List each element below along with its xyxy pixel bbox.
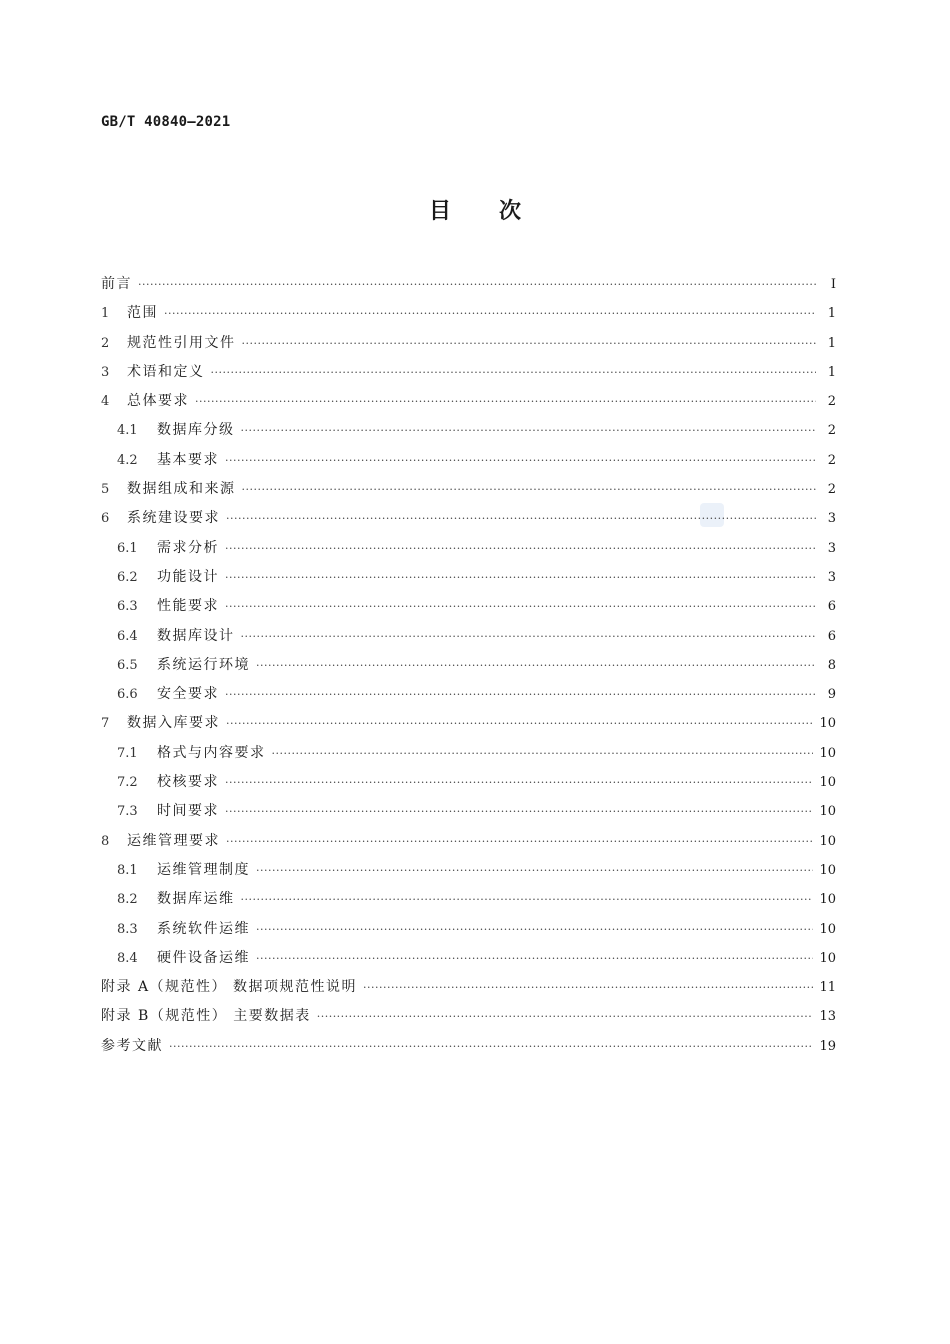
- toc-entry-number: 2: [101, 335, 110, 351]
- toc-entry-number: 8.3: [117, 921, 138, 937]
- toc-leader-dots: [256, 856, 813, 885]
- toc-entry-number: 7.2: [117, 775, 138, 791]
- toc-entry-number: 1: [101, 306, 110, 322]
- toc-entry[interactable]: [101, 534, 836, 563]
- toc-entry[interactable]: [101, 563, 836, 592]
- toc-entry[interactable]: [101, 358, 836, 387]
- toc-entry[interactable]: [101, 299, 836, 328]
- toc-entry-label: 系统运行环境: [157, 656, 250, 673]
- toc-entry-label: 数据库设计: [157, 627, 235, 644]
- toc-entry-label: 系统软件运维: [157, 920, 250, 937]
- toc-entry-page: 10: [819, 833, 836, 849]
- toc-leader-dots: [164, 299, 816, 328]
- toc-entry[interactable]: [101, 592, 836, 621]
- toc-entry-number: 8: [101, 833, 110, 849]
- toc-entry-page: 10: [819, 745, 836, 761]
- toc-entry-label: 参考文献: [101, 1037, 163, 1054]
- toc-entry-number: 7.1: [117, 745, 138, 761]
- toc-entry-number: 8.2: [117, 892, 138, 908]
- toc-entry-label: 规范性引用文件: [127, 334, 236, 351]
- toc-leader-dots: [241, 885, 814, 914]
- toc-leader-dots: [225, 563, 816, 592]
- standard-number: GB/T 40840—2021: [101, 114, 231, 130]
- toc-entry[interactable]: [101, 622, 836, 651]
- toc-entry-label: 时间要求: [157, 803, 219, 820]
- toc-entry-page: 11: [819, 980, 836, 996]
- toc-entry-label: 术语和定义: [127, 363, 205, 380]
- toc-leader-dots: [241, 622, 817, 651]
- toc-leader-dots: [242, 475, 817, 504]
- toc-leader-dots: [226, 827, 813, 856]
- toc-entry[interactable]: [101, 827, 836, 856]
- toc-entry-number: 8.1: [117, 862, 138, 878]
- toc-leader-dots: [256, 944, 813, 973]
- toc-entry-page: 1: [827, 306, 836, 322]
- toc-entry[interactable]: [101, 329, 836, 358]
- toc-entry[interactable]: [101, 1002, 836, 1031]
- toc-entry[interactable]: [101, 709, 836, 738]
- toc-leader-dots: [363, 973, 813, 1002]
- toc-entry[interactable]: [101, 739, 836, 768]
- toc-entry-number: 7: [101, 716, 110, 732]
- toc-leader-dots: [242, 329, 817, 358]
- toc-entry-page: 19: [819, 1038, 836, 1054]
- toc-leader-dots: [226, 504, 816, 533]
- toc-entry-label: 运维管理要求: [127, 832, 220, 849]
- toc-entry[interactable]: [101, 446, 836, 475]
- toc-leader-dots: [225, 680, 816, 709]
- toc-entry-number: 6.5: [117, 657, 138, 673]
- toc-entry-number: 6.2: [117, 569, 138, 585]
- toc-entry-number: 6.1: [117, 540, 138, 556]
- toc-entry-page: 3: [827, 569, 836, 585]
- toc-leader-dots: [225, 768, 813, 797]
- toc-entry-label: 范围: [127, 305, 158, 322]
- toc-entry-number: 6.6: [117, 687, 138, 703]
- toc-entry[interactable]: [101, 797, 836, 826]
- toc-entry[interactable]: [101, 1032, 836, 1061]
- toc-entry-label: 安全要求: [157, 686, 219, 703]
- toc-entry-label: 功能设计: [157, 568, 219, 585]
- toc-entry-page: 2: [827, 423, 836, 439]
- toc-entry-number: 6.4: [117, 628, 138, 644]
- toc-leader-dots: [138, 270, 816, 299]
- toc-leader-dots: [225, 797, 813, 826]
- toc-entry-page: 10: [819, 804, 836, 820]
- toc-entry[interactable]: [101, 915, 836, 944]
- toc-leader-dots: [211, 358, 817, 387]
- toc-entry-label: 基本要求: [157, 451, 219, 468]
- toc-leader-dots: [169, 1032, 813, 1061]
- toc-entry-label: 需求分析: [157, 539, 219, 556]
- toc-entry-number: 6.3: [117, 599, 138, 615]
- toc-title: 目次: [428, 199, 569, 224]
- toc-entry-page: 9: [827, 687, 836, 703]
- toc-entry-page: 3: [827, 511, 836, 527]
- toc-entry-page: 10: [819, 775, 836, 791]
- toc-leader-dots: [256, 915, 813, 944]
- toc-entry-page: 1: [827, 335, 836, 351]
- toc-entry-page: 1: [827, 364, 836, 380]
- toc-entry-label: 数据组成和来源: [127, 481, 236, 498]
- toc-entry-label: 系统建设要求: [127, 510, 220, 527]
- toc-entry-label: 附录 B（规范性） 主要数据表: [101, 1008, 311, 1025]
- toc-entry-number: 4.2: [117, 452, 138, 468]
- toc-entry-page: 6: [827, 628, 836, 644]
- toc-entry-label: 性能要求: [157, 598, 219, 615]
- toc-entry[interactable]: [101, 416, 836, 445]
- toc-leader-dots: [256, 651, 816, 680]
- toc-entry-page: 3: [827, 540, 836, 556]
- toc-entry-label: 总体要求: [127, 393, 189, 410]
- toc-entry-page: 6: [827, 599, 836, 615]
- toc-entry-number: 6: [101, 511, 110, 527]
- toc-entry-label: 数据入库要求: [127, 715, 220, 732]
- toc-entry-page: 2: [827, 452, 836, 468]
- toc-entry-number: 7.3: [117, 804, 138, 820]
- toc-entry-label: 数据库运维: [157, 891, 235, 908]
- toc-entry-label: 格式与内容要求: [157, 744, 266, 761]
- toc-entry-page: 10: [819, 862, 836, 878]
- toc-leader-dots: [225, 446, 816, 475]
- toc-entry[interactable]: [101, 944, 836, 973]
- toc-entry-page: 10: [819, 950, 836, 966]
- toc-entry-label: 校核要求: [157, 774, 219, 791]
- toc-leader-dots: [226, 709, 813, 738]
- toc-entry-page: 8: [827, 657, 836, 673]
- toc-entry-page: 10: [819, 716, 836, 732]
- toc-entry[interactable]: [101, 651, 836, 680]
- toc-entry[interactable]: [101, 504, 836, 533]
- toc-entry-number: 8.4: [117, 950, 138, 966]
- toc-entry[interactable]: [101, 680, 836, 709]
- toc-entry-page: 10: [819, 921, 836, 937]
- toc-entry-number: 4.1: [117, 423, 138, 439]
- toc-entry-label: 附录 A（规范性） 数据项规范性说明: [101, 979, 358, 996]
- toc-entry[interactable]: [101, 973, 836, 1002]
- toc-entry-page: 10: [819, 892, 836, 908]
- toc-leader-dots: [225, 534, 816, 563]
- toc-leader-dots: [317, 1002, 814, 1031]
- toc-entry[interactable]: [101, 387, 836, 416]
- toc-leader-dots: [225, 592, 816, 621]
- toc-entry-number: 3: [101, 364, 110, 380]
- toc-entry-label: 前言: [101, 276, 132, 292]
- toc-entry[interactable]: [101, 885, 836, 914]
- toc-entry-number: 4: [101, 394, 110, 410]
- toc-entry[interactable]: [101, 768, 836, 797]
- toc-entry-label: 硬件设备运维: [157, 949, 250, 966]
- toc-leader-dots: [241, 416, 817, 445]
- toc-entry-page: 2: [827, 394, 836, 410]
- toc-entry-label: 数据库分级: [157, 422, 235, 439]
- toc-leader-dots: [195, 387, 816, 416]
- table-of-contents: [101, 270, 836, 1061]
- toc-entry[interactable]: [101, 475, 836, 504]
- toc-entry[interactable]: [101, 856, 836, 885]
- toc-entry-label: 运维管理制度: [157, 861, 250, 878]
- toc-entry-page: 13: [819, 1009, 836, 1025]
- toc-entry-page: 2: [827, 482, 836, 498]
- toc-leader-dots: [272, 739, 814, 768]
- toc-entry[interactable]: [101, 270, 836, 299]
- toc-entry-number: 5: [101, 482, 110, 498]
- toc-entry-page: I: [830, 277, 836, 292]
